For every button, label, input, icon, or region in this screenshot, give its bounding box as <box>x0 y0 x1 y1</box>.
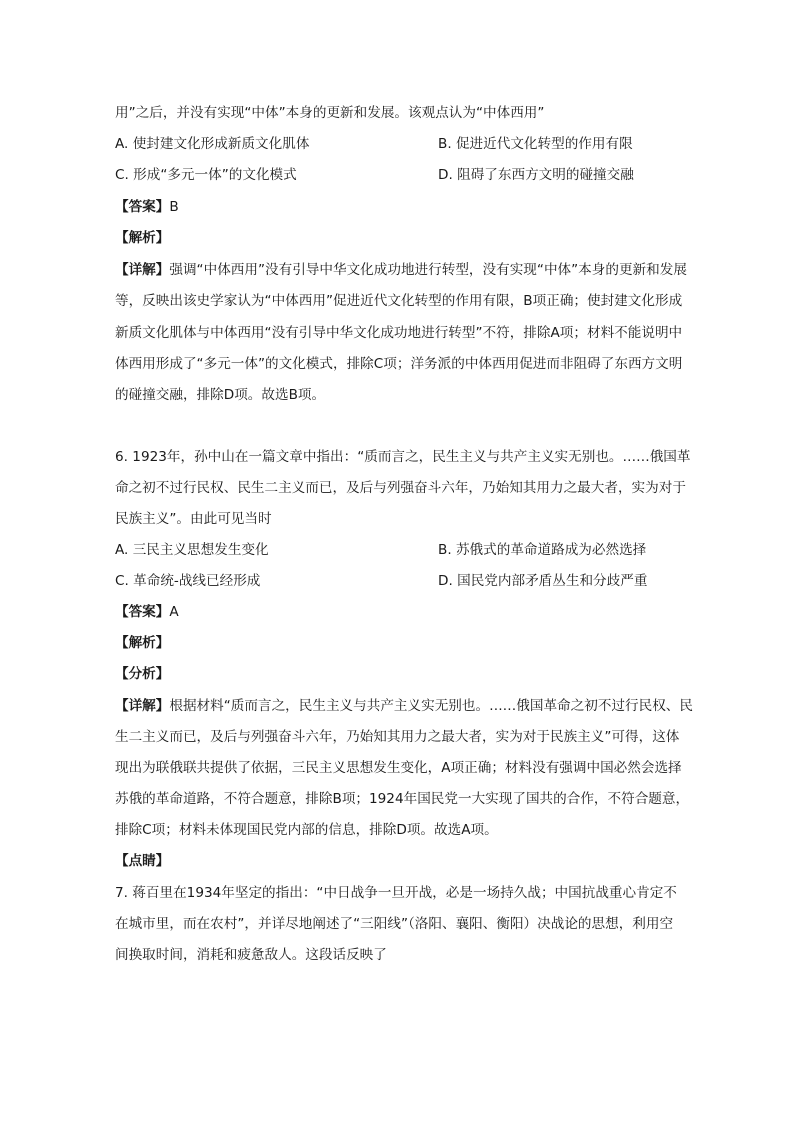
answer-tag: 【答案】 <box>115 199 170 215</box>
q7-stem-line: 7. 蒋百里在1934年坚定的指出：“中日战争一旦开战，必是一场持久战；中国抗战重心肯定不 <box>115 885 677 901</box>
q6-detail-line: 现出为联俄联共提供了依据，三民主义思想发生变化，A项正确；材料没有强调中国必然会选择 <box>115 760 682 776</box>
q6-option-a: A. 三民主义思想发生变化 <box>115 542 269 558</box>
q6-dianjing-tag <box>115 852 705 870</box>
q6-detail-line: 生二主义而已，及后与列强奋斗六年，乃始知其用力之最大者，实为对于民族主义”可得，这体 <box>115 729 680 745</box>
fenxi-tag: 【分析】 <box>115 666 170 682</box>
q7-stem-line: 在城市里，而在农村”，并详尽地阐述了“三阳线”（洛阳、襄阳、衡阳）决战论的思想，利用空 <box>115 916 674 932</box>
q6-detail-line <box>115 697 705 715</box>
dianjing-tag: 【点睛】 <box>115 853 170 869</box>
q6-stem-line: 6. 1923年，孙中山在一篇文章中指出：“质而言之，民生主义与共产主义实无别也。……俄国革 <box>115 449 691 465</box>
q6-option-c: C. 革命统-战线已经形成 <box>115 573 261 589</box>
q5-detail-line: 体西用形成了“多元一体”的文化模式，排除C项；洋务派的中体西用促进而非阻碍了东西方文明 <box>115 356 683 372</box>
detail-text: 根据材料“质而言之，民生主义与共产主义实无别也。……俄国革命之初不过行民权、民 <box>169 698 693 714</box>
q5-option-a: A. 使封建文化形成新质文化肌体 <box>115 136 310 152</box>
answer-value: B <box>169 199 179 215</box>
q5-detail-line: 新质文化肌体与中体西用“没有引导中华文化成功地进行转型”不符，排除A项；材料不能说明中 <box>115 325 683 341</box>
q5-detail-line: 等，反映出该史学家认为“中体西用”促进近代文化转型的作用有限，B项正确；使封建文化形成 <box>115 293 683 309</box>
answer-tag: 【答案】 <box>115 604 170 620</box>
q5-answer <box>115 198 705 216</box>
q6-detail-line: 排除C项；材料未体现国民党内部的信息，排除D项。故选A项。 <box>115 822 498 838</box>
q6-analysis-tag <box>115 634 705 652</box>
q6-option-d: D. 国民党内部矛盾丛生和分歧严重 <box>438 573 648 589</box>
q6-stem-line: 民族主义”。由此可见当时 <box>115 511 272 527</box>
detail-text: 强调“中体西用”没有引导中华文化成功地进行转型，没有实现“中体”本身的更新和发展 <box>169 262 687 278</box>
answer-value: A <box>169 604 179 620</box>
q5-analysis-tag <box>115 229 705 247</box>
q5-stem-tail: 用”之后，并没有实现“中体”本身的更新和发展。该观点认为“中体西用” <box>115 105 545 121</box>
analysis-tag: 【解析】 <box>115 635 170 651</box>
analysis-tag: 【解析】 <box>115 230 170 246</box>
q5-option-c: C. 形成“多元一体”的文化模式 <box>115 167 297 183</box>
detail-tag: 【详解】 <box>115 698 170 714</box>
q5-option-d: D. 阻碍了东西方文明的碰撞交融 <box>438 167 634 183</box>
q7-stem-line: 间换取时间，消耗和疲惫敌人。这段话反映了 <box>115 947 387 963</box>
q6-fenxi-tag <box>115 665 705 683</box>
q5-option-b: B. 促进近代文化转型的作用有限 <box>438 136 633 152</box>
q6-stem-line: 命之初不过行民权、民生二主义而已，及后与列强奋斗六年，乃始知其用力之最大者，实为对于 <box>115 480 686 496</box>
q6-option-b: B. 苏俄式的革命道路成为必然选择 <box>438 542 647 558</box>
q5-detail-line <box>115 261 705 279</box>
q5-detail-line: 的碰撞交融，排除D项。故选B项。 <box>115 387 326 403</box>
q6-detail-line: 苏俄的革命道路，不符合题意，排除B项；1924年国民党一大实现了国共的合作，不符合题意， <box>115 791 690 807</box>
detail-tag: 【详解】 <box>115 262 170 278</box>
q6-answer <box>115 603 705 621</box>
